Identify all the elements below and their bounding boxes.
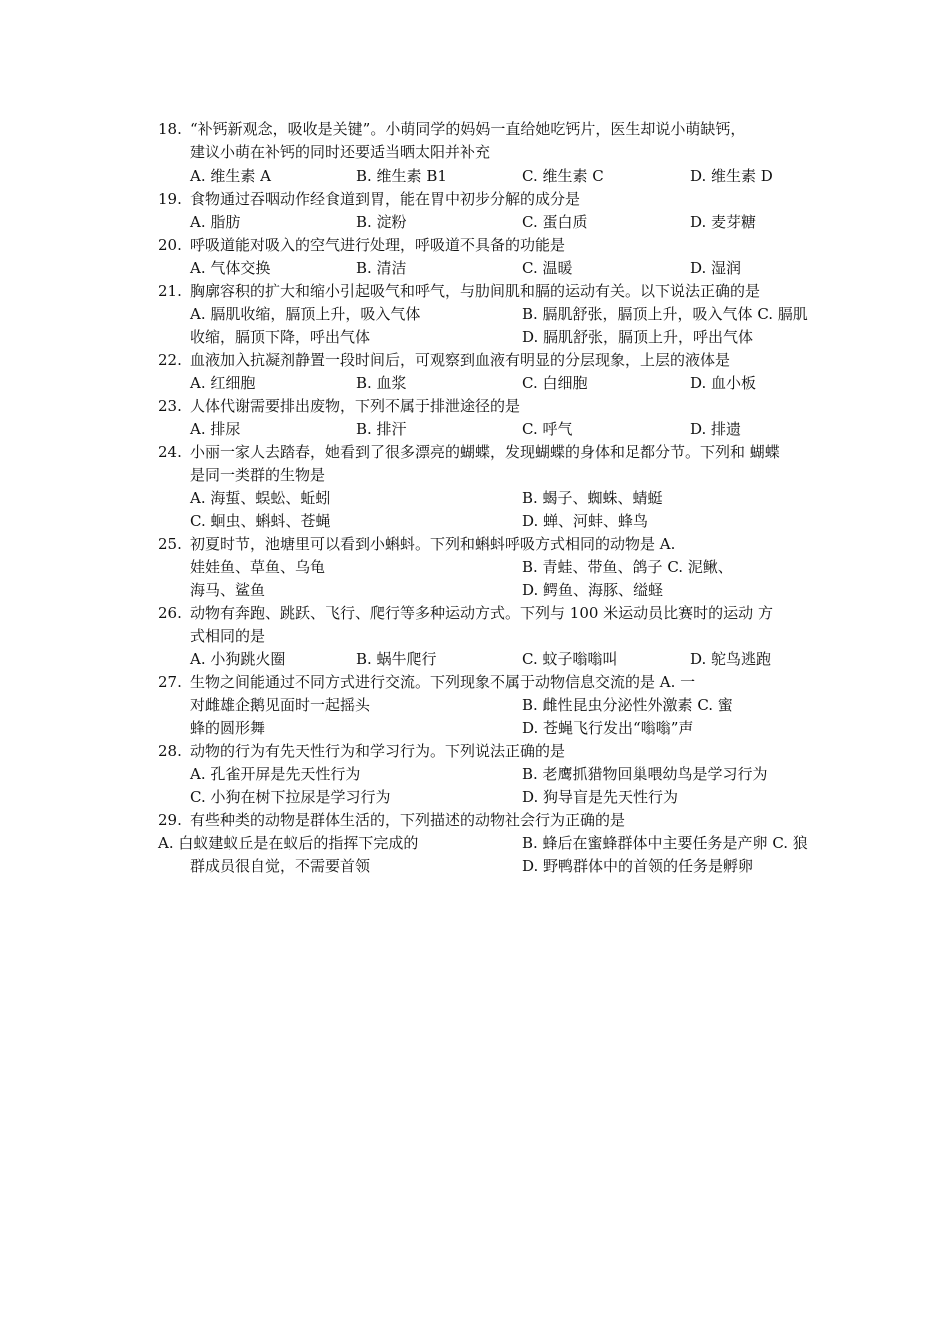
option-line: B. 蜂后在蜜蜂群体中主要任务是产卵 C. 狼 — [522, 834, 808, 852]
question-stem: 生物之间能通过不同方式进行交流。下列现象不属于动物信息交流的是 A. 一 — [190, 673, 696, 691]
question-stem: 建议小萌在补钙的同时还要适当晒太阳并补充 — [190, 143, 491, 161]
option-line: 群成员很自觉，不需要首领 — [190, 857, 371, 875]
option-d: D. 湿润 — [690, 259, 742, 277]
option-line: D. 蝉、河蚌、蜂鸟 — [522, 512, 649, 530]
option-c: C. 维生素 C — [522, 167, 604, 185]
option-line: C. 蛔虫、蝌蚪、苍蝇 — [190, 512, 331, 530]
option-line: B. 雌性昆虫分泌性外激素 C. 蜜 — [522, 696, 733, 714]
option-a: A. 脂肪 — [190, 213, 241, 231]
option-a: A. 排尿 — [190, 420, 241, 438]
question-number: 24. — [158, 443, 182, 461]
option-d: D. 鸵鸟逃跑 — [690, 650, 772, 668]
question-stem: 动物有奔跑、跳跃、飞行、爬行等多种运动方式。下列与 100 米运动员比赛时的运动 方 — [190, 604, 773, 622]
option-b: B. 蜗牛爬行 — [356, 650, 437, 668]
option-a: A. 维生素 A — [190, 167, 271, 185]
question-number: 26. — [158, 604, 182, 622]
option-line: A. 白蚁建蚁丘是在蚁后的指挥下完成的 — [158, 834, 419, 852]
question-stem: 小丽一家人去踏春，她看到了很多漂亮的蝴蝶，发现蝴蝶的身体和足都分节。下列和 蝴蝶 — [190, 443, 780, 461]
option-c: C. 呼气 — [522, 420, 573, 438]
question-number: 28. — [158, 742, 182, 760]
option-line: D. 膈肌舒张，膈顶上升，呼出气体 — [522, 328, 754, 346]
question-number: 21. — [158, 282, 182, 300]
question-stem: 人体代谢需要排出废物，下列不属于排泄途径的是 — [190, 397, 521, 415]
option-b: B. 维生素 B1 — [356, 167, 447, 185]
option-line: D. 鳄鱼、海豚、缢蛏 — [522, 581, 664, 599]
option-a: A. 红细胞 — [190, 374, 256, 392]
question-stem: 呼吸道能对吸入的空气进行处理，呼吸道不具备的功能是 — [190, 236, 566, 254]
question-stem: 血液加入抗凝剂静置一段时间后，可观察到血液有明显的分层现象，上层的液体是 — [190, 351, 731, 369]
question-stem: 食物通过吞咽动作经食道到胃，能在胃中初步分解的成分是 — [190, 190, 581, 208]
option-b: B. 淀粉 — [356, 213, 407, 231]
option-d: D. 麦芽糖 — [690, 213, 757, 231]
question-stem: 是同一类群的生物是 — [190, 466, 326, 484]
option-line: B. 膈肌舒张，膈顶上升，吸入气体 C. 膈肌 — [522, 305, 808, 323]
option-c: C. 蛋白质 — [522, 213, 588, 231]
option-line: 娃娃鱼、草鱼、乌龟 — [190, 558, 326, 576]
option-a: A. 小狗跳火圈 — [190, 650, 286, 668]
option-a: A. 气体交换 — [190, 259, 271, 277]
option-b: B. 血浆 — [356, 374, 407, 392]
question-number: 29. — [158, 811, 182, 829]
option-line: B. 老鹰抓猎物回巢喂幼鸟是学习行为 — [522, 765, 768, 783]
question-number: 27. — [158, 673, 182, 691]
option-line: B. 青蛙、带鱼、鸽子 C. 泥鳅、 — [522, 558, 733, 576]
option-b: B. 清洁 — [356, 259, 407, 277]
option-c: C. 蚊子嗡嗡叫 — [522, 650, 618, 668]
option-b: B. 排汗 — [356, 420, 407, 438]
option-line: A. 膈肌收缩，膈顶上升，吸入气体 — [190, 305, 421, 323]
option-d: D. 维生素 D — [690, 167, 773, 185]
option-d: D. 排遗 — [690, 420, 742, 438]
question-stem: 动物的行为有先天性行为和学习行为。下列说法正确的是 — [190, 742, 566, 760]
option-c: C. 白细胞 — [522, 374, 588, 392]
option-line: 海马、鲨鱼 — [190, 581, 266, 599]
question-number: 25. — [158, 535, 182, 553]
question-stem: 式相同的是 — [190, 627, 266, 645]
question-stem: 初夏时节，池塘里可以看到小蝌蚪。下列和蝌蚪呼吸方式相同的动物是 A. — [190, 535, 676, 553]
option-line: A. 海蜇、蜈蚣、蚯蚓 — [190, 489, 331, 507]
option-line: 收缩，膈顶下降，呼出气体 — [190, 328, 371, 346]
option-line: A. 孔雀开屏是先天性行为 — [190, 765, 361, 783]
option-line: 对雌雄企鹅见面时一起摇头 — [190, 696, 371, 714]
option-d: D. 血小板 — [690, 374, 757, 392]
question-stem: 胸廓容积的扩大和缩小引起吸气和呼气，与肋间肌和膈的运动有关。以下说法正确的是 — [190, 282, 761, 300]
question-stem: “补钙新观念，吸收是关键”。小萌同学的妈妈一直给她吃钙片，医生却说小萌缺钙， — [190, 120, 746, 138]
question-number: 22. — [158, 351, 182, 369]
option-line: D. 野鸭群体中的首领的任务是孵卵 — [522, 857, 754, 875]
option-line: D. 苍蝇飞行发出“嗡嗡”声 — [522, 719, 694, 737]
question-number: 23. — [158, 397, 182, 415]
option-c: C. 温暖 — [522, 259, 573, 277]
question-stem: 有些种类的动物是群体生活的，下列描述的动物社会行为正确的是 — [190, 811, 626, 829]
question-number: 20. — [158, 236, 182, 254]
option-line: B. 蝎子、蜘蛛、蜻蜓 — [522, 489, 663, 507]
option-line: C. 小狗在树下拉尿是学习行为 — [190, 788, 391, 806]
question-number: 19. — [158, 190, 182, 208]
question-number: 18. — [158, 120, 182, 138]
option-line: D. 狗导盲是先天性行为 — [522, 788, 679, 806]
option-line: 蜂的圆形舞 — [190, 719, 266, 737]
